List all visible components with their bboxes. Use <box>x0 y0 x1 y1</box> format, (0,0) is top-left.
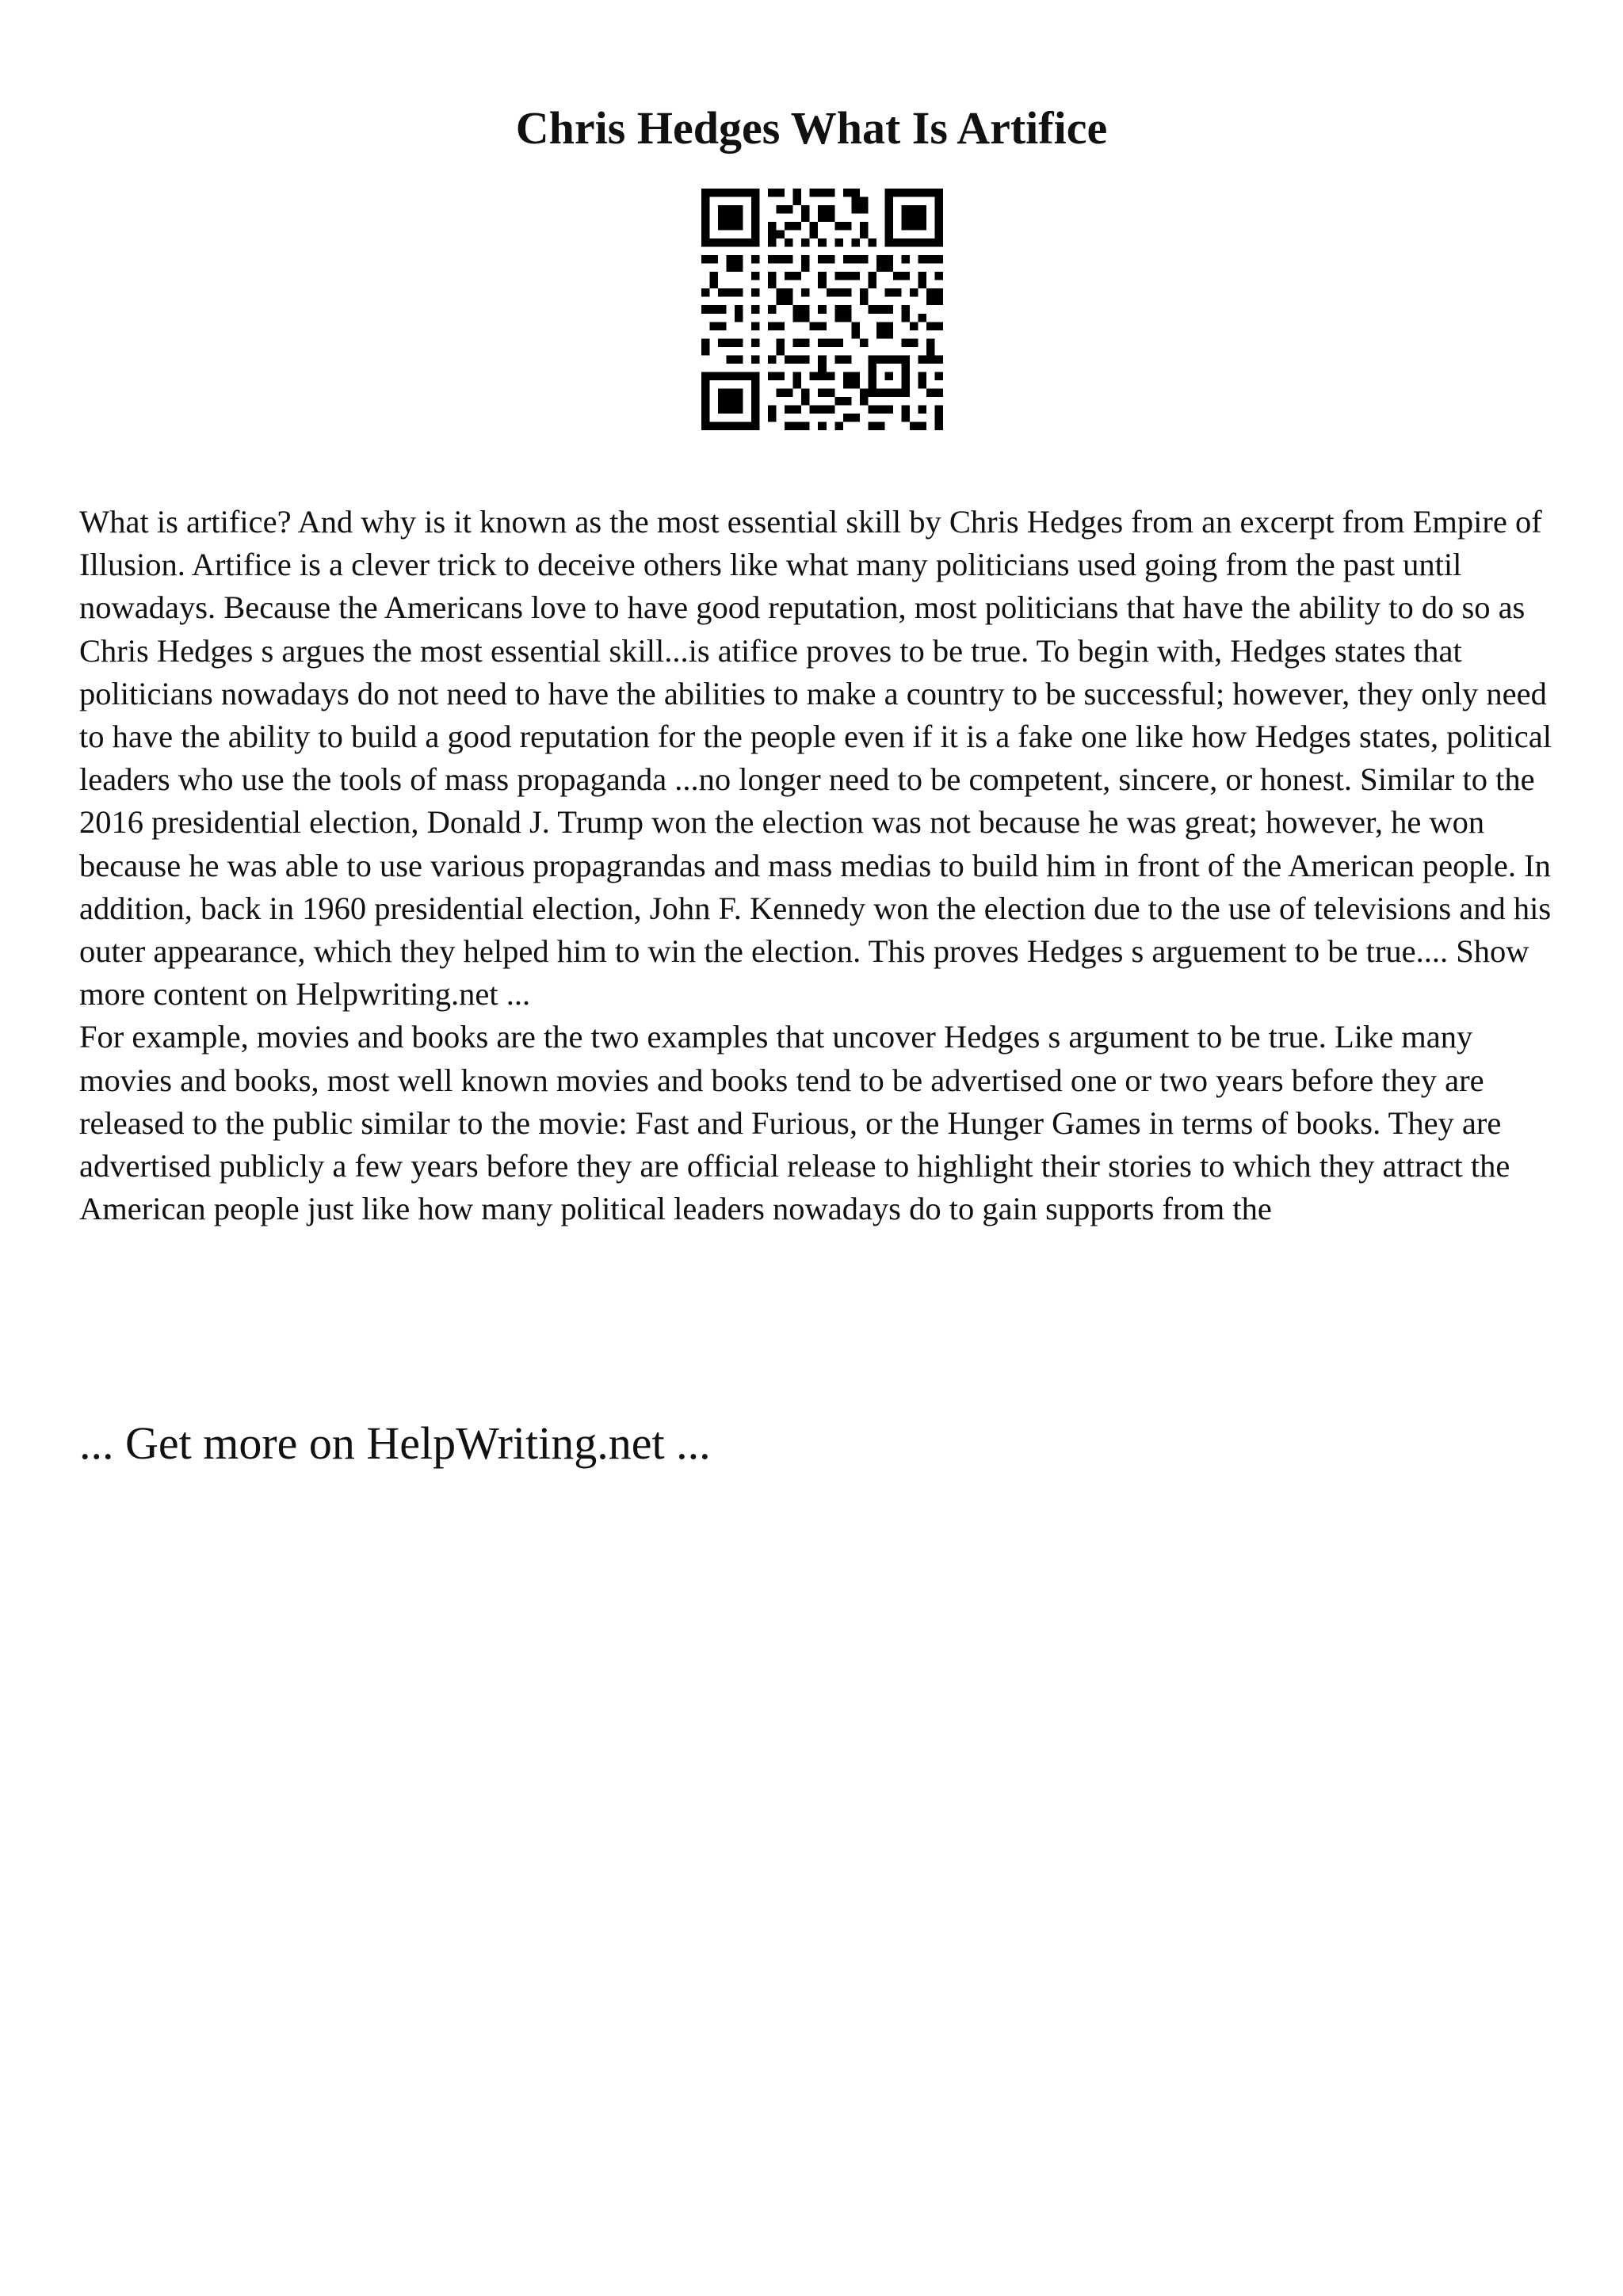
body-paragraph-1: What is artifice? And why is it known as the most essential skill by Chris Hedges from an excerpt from Empire of Illusion. Artifice is a clever trick to deceive others like what many politicians used going from the past until nowadays. Because the Americans love to have good reputation, most politicians that have the ability to do so as Chris Hedges s argues the most essential skill...is atifice proves to be true. To begin with, Hedges states that politicians nowadays do not need to have the abilities to make a country to be successful; however, they only need to have the ability to build a good reputation for the people even if it is a fake one like how Hedges states, political leaders who use the tools of mass propaganda ...no longer need to be competent, sincere, or honest. Similar to the 2016 presidential election, Donald J. Trump won the election was not because he was great; however, he won because he was able to use various propagrandas and mass medias to build him in front of the American people. In addition, back in 1960 presidential election, John F. Kennedy won the election due to the use of televisions and his outer appearance, which they helped him to win the election. This proves Hedges s arguement to be true.... Show more content on Helpwriting.net ... <box>79 504 1552 1013</box>
get-more-link[interactable]: ... Get more on HelpWriting.net ... <box>79 1417 711 1469</box>
article-body <box>79 501 1569 1230</box>
qr-code-icon <box>701 189 943 430</box>
page-title: Chris Hedges What Is Artifice <box>515 102 1108 154</box>
body-paragraph-2: For example, movies and books are the two examples that uncover Hedges s argument to be true. Like many movies and books, most well known movies and books tend to be advertised one or two years before they are released to the public similar to the movie: Fast and Furious, or the Hunger Games in terms of books. They are advertised publicly a few years before they are official release to highlight their stories to which they attract the American people just like how many political leaders nowadays do to gain supports from the <box>79 1019 1510 1227</box>
